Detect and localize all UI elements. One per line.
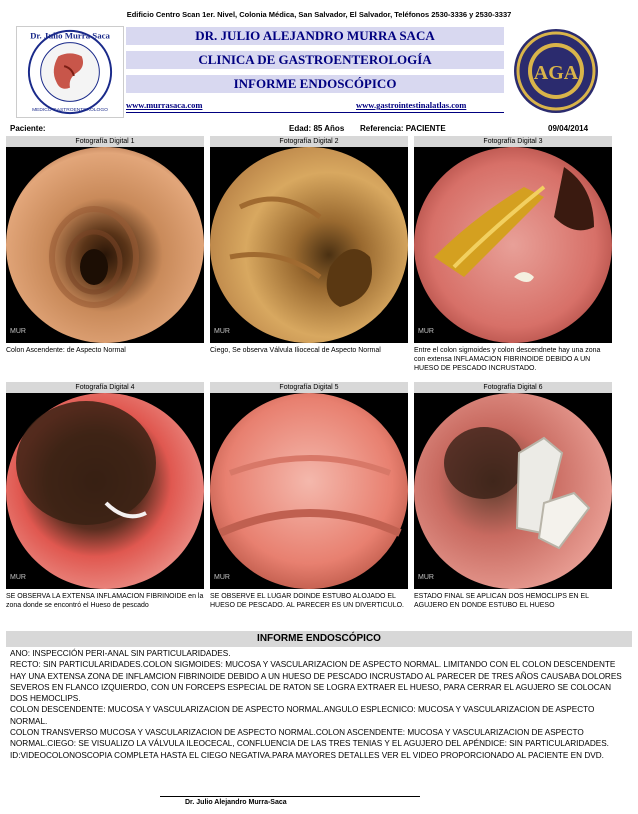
photo-caption: SE OBSERVE EL LUGAR DOINDE ESTUBO ALOJADO EL HUESO DE PESCADO. AL PARECER ES UN DIVERTICULO. (210, 593, 404, 609)
endoscopy-photo (414, 147, 612, 343)
website-link[interactable]: www.murrasaca.com (126, 100, 203, 110)
photo-watermark: MUR (418, 328, 434, 335)
photo-header: Fotografía Digital 5 (210, 382, 408, 393)
photo-header: Fotografía Digital 2 (210, 136, 408, 147)
endoscopy-photo (414, 393, 612, 589)
signature-line (160, 796, 420, 797)
photo-cell-4 (6, 382, 204, 610)
patient-age: Edad: 85 Años (289, 124, 345, 133)
endoscopy-photo (6, 393, 204, 589)
doctor-logo (16, 26, 124, 118)
report-title: INFORME ENDOSCÓPICO (126, 75, 504, 93)
patient-reference: Referencia: PACIENTE (360, 124, 446, 133)
clinic-address: Edificio Centro Scan 1er. Nivel, Colonia Médica, San Salvador, El Salvador, Teléfonos 2530-3336 y 2530-3337 (126, 10, 512, 19)
photo-cell-6 (414, 382, 612, 610)
logo-left-title: Dr. Julio Murra Saca (30, 30, 110, 41)
photo-caption: Colon Ascendente: de Aspecto Normal (6, 347, 126, 354)
patient-label: Paciente: (10, 124, 46, 133)
photo-watermark: MUR (10, 328, 26, 335)
photo-cell-2 (210, 136, 408, 355)
photo-cell-5 (210, 382, 408, 610)
report-date: 09/04/2014 (548, 124, 589, 133)
endoscopy-photo (210, 147, 408, 343)
report-body: ANO: INSPECCIÓN PERI-ANAL SIN PARTICULARIDADES. RECTO: SIN PARTICULARIDADES.COLON SIGMOIDES: MUCOSA Y VASCULARIZACION DE ASPECTO NORMAL. LIMITANDO CON EL COLON DESCENDENTE HAY UNA EXTENSA ZONA DE INFLAMCION FIBRINOIDE DEBIDO A UN HUESO DE PESCADO INCRUSTADO AL PARECER DE TRES AÑOS CAUSABA DOLORES SEVEROS EN FLANCO IZQUIERDO, CON UN FORCEPS ESPECIAL DE RATON SE LOGRA EXTRAER EL HUESO, PARA CERRAR EL AGUJERO SE COLOCAN DOS HEMOCLIPS. COLON DESCENDENTE: MUCOSA Y VASCULARIZACION DE ASPECTO NORMAL.ANGULO ESPLECNICO: MUCOSA Y VASCULARIZACION DE ASPECTO NORMAL. COLON TRANSVERSO MUCOSA Y VASCULARIZACION DE ASPECTO NORMAL.COLON ASCENDENTE: MUCOSA Y VASCULARIZACION DE ASPECTO NORMAL.CIEGO: SE VISUALIZO LA VÁLVULA ILEOCECAL, CONFLUENCIA DE LAS TRES TENIAS Y EL AGUJERO DEL APÉNDICE: SIN PARTICULARIDADES. ID:VIDEOCOLONOSCOPIA COMPLETA HASTA EL CIEGO NEGATIVA.PARA MAYORES DETALLES VER EL VIDEO PROPORCIONADO AL PACIENTE EN DVD. (10, 649, 622, 760)
endoscopy-photo (210, 393, 408, 589)
photo-caption: Ciego, Se observa Válvula Iliocecal de Aspecto Normal (210, 347, 381, 354)
photo-header: Fotografía Digital 4 (6, 382, 204, 393)
header-divider (126, 112, 504, 113)
photo-caption: ESTADO FINAL SE APLICAN DOS HEMOCLIPS EN EL AGUJERO EN DONDE ESTUBO EL HUESO (414, 593, 589, 609)
photo-header: Fotografía Digital 6 (414, 382, 612, 393)
aga-seal-logo (506, 27, 606, 115)
logo-left-subtitle: MEDICO GASTROENTEROLOGO (32, 108, 108, 114)
report-section-title: INFORME ENDOSCÓPICO (6, 631, 632, 647)
photo-caption: Entre el colon sigmoides y colon descendnete hay una zona con extensa INFLAMACION FIBRINOIDE DEBIDO A UN HUESO DE PESCADO INCRUSTADO. (414, 347, 601, 372)
patient-info-row (0, 124, 638, 136)
atlas-link[interactable]: www.gastrointestinalatlas.com (356, 100, 467, 110)
signature-name: Dr. Julio Alejandro Murra-Saca (185, 799, 287, 806)
clinic-name: CLINICA DE GASTROENTEROLOGÍA (126, 51, 504, 69)
photo-watermark: MUR (214, 328, 230, 335)
photo-caption: SE OBSERVA LA EXTENSA INFLAMACION FIBRINOIDE en la zona donde se encontró el Hueso de pescado (6, 593, 204, 609)
photo-cell-1 (6, 136, 204, 355)
doctor-name: DR. JULIO ALEJANDRO MURRA SACA (126, 27, 504, 45)
endoscopy-photo (6, 147, 204, 343)
photo-header: Fotografía Digital 1 (6, 136, 204, 147)
photo-watermark: MUR (418, 574, 434, 581)
photo-cell-3 (414, 136, 612, 373)
photo-header: Fotografía Digital 3 (414, 136, 612, 147)
photo-watermark: MUR (214, 574, 230, 581)
aga-seal-text: AGA (533, 62, 579, 84)
photo-watermark: MUR (10, 574, 26, 581)
